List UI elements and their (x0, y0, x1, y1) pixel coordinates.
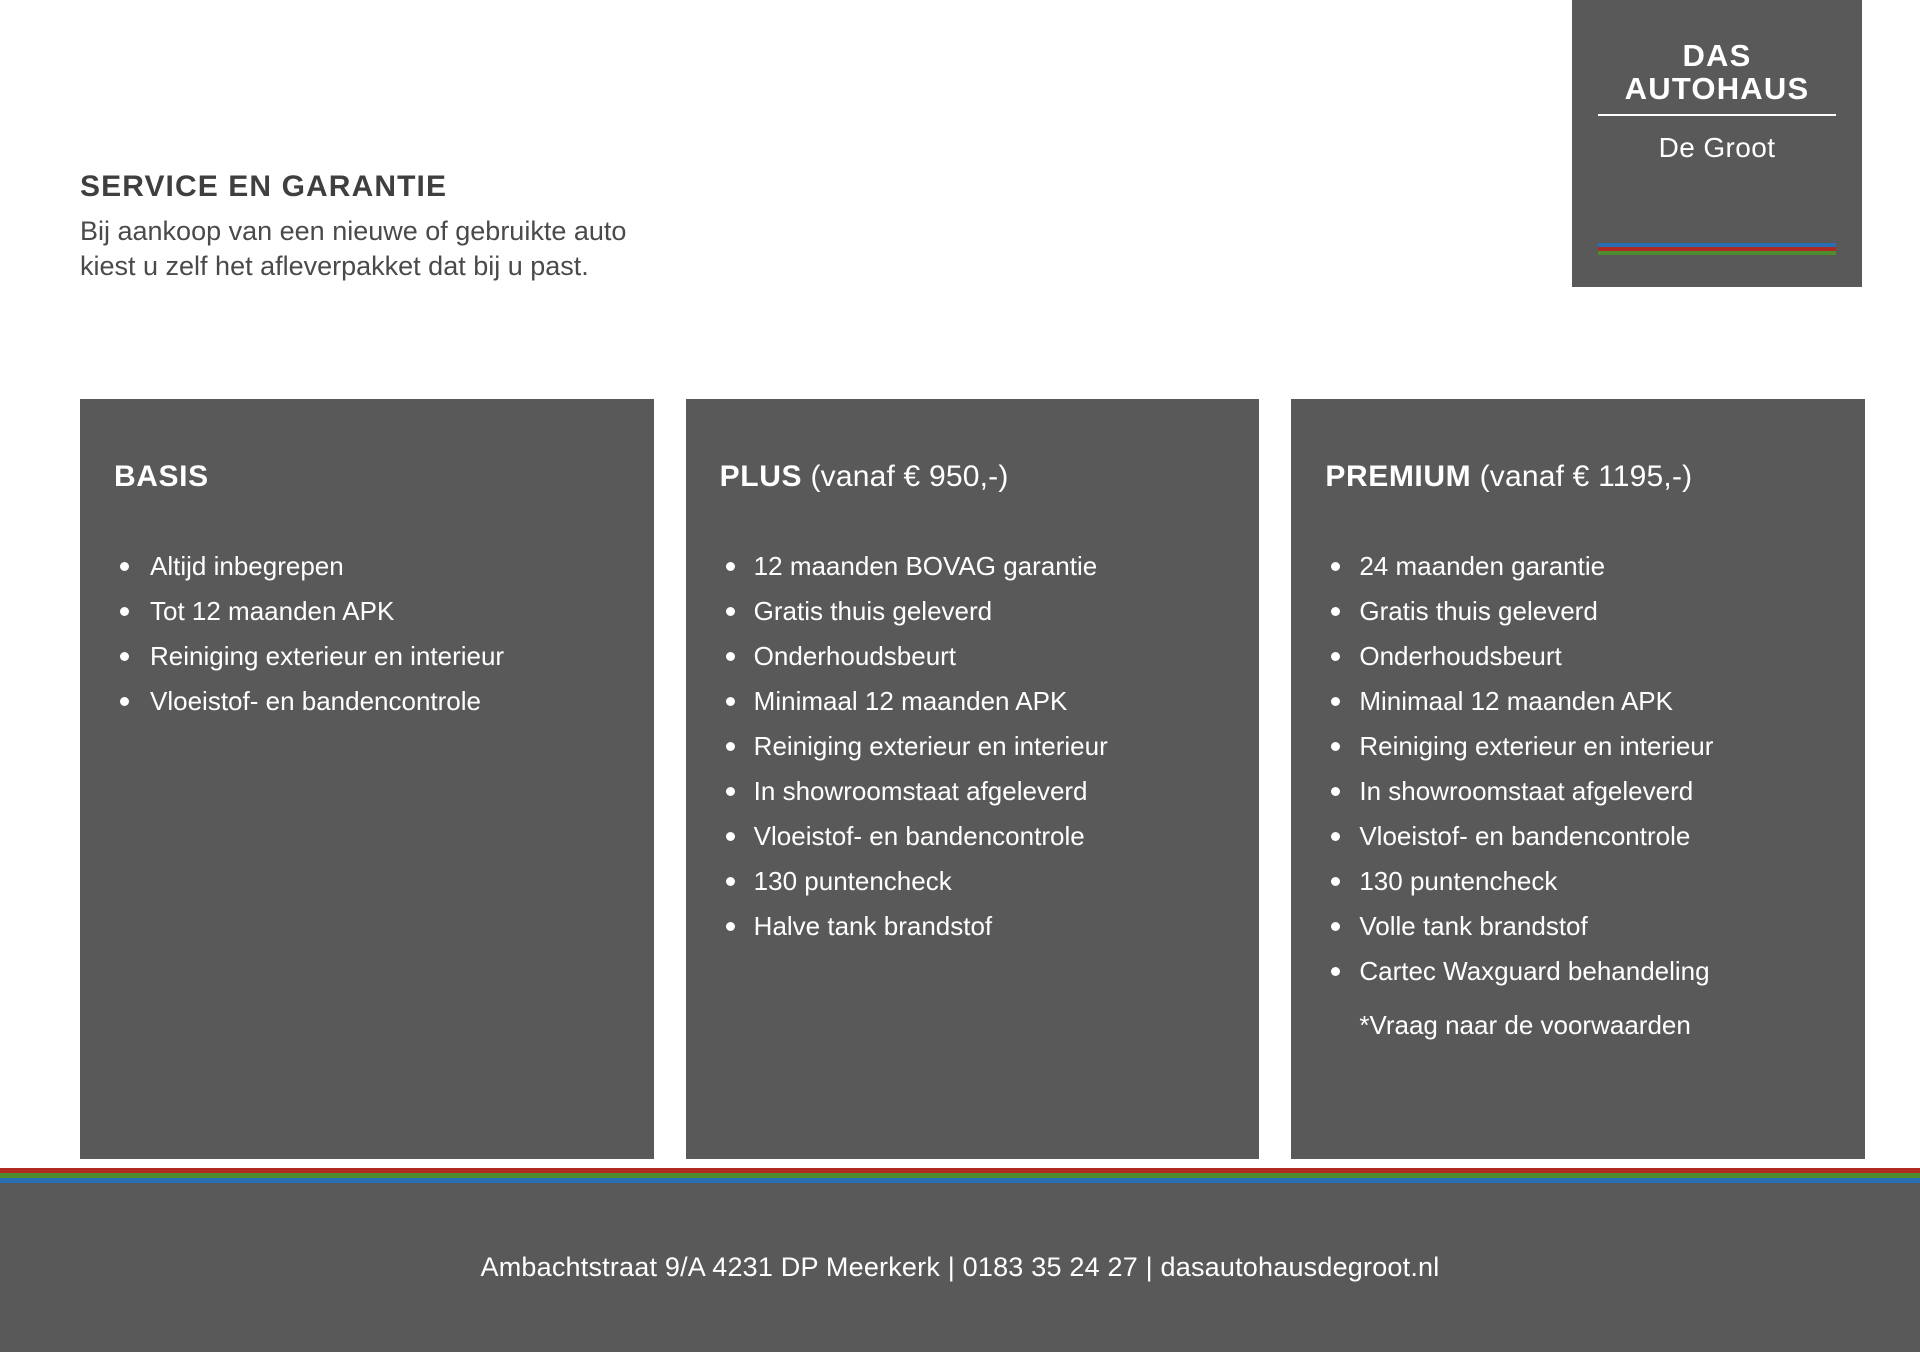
list-item: 130 puntencheck (720, 868, 1226, 894)
page-subtitle-line-1: Bij aankoop van een nieuwe of gebruikte auto (80, 216, 627, 246)
list-item: Onderhoudsbeurt (1325, 643, 1831, 669)
list-item: Gratis thuis geleverd (720, 598, 1226, 624)
footer-bar (0, 1183, 1920, 1352)
list-item: Reiniging exterieur en interieur (1325, 733, 1831, 759)
package-feature-list-basis (114, 553, 620, 714)
package-card-premium (1291, 399, 1865, 1159)
list-item: In showroomstaat afgeleverd (1325, 778, 1831, 804)
list-item: Vloeistof- en bandencontrole (114, 688, 620, 714)
list-item: Minimaal 12 maanden APK (1325, 688, 1831, 714)
package-price-premium: (vanaf € 1195,-) (1479, 460, 1693, 493)
list-item: Cartec Waxguard behandeling (1325, 958, 1831, 984)
page-subtitle (80, 214, 1180, 283)
list-item: Reiniging exterieur en interieur (114, 643, 620, 669)
package-title-plus (720, 459, 1226, 495)
footer-contact-text: Ambachtstraat 9/A 4231 DP Meerkerk | 0183 35 24 27 | dasautohausdegroot.nl (480, 1252, 1440, 1282)
logo-company-name: DAS AUTOHAUS (1598, 40, 1836, 116)
package-card-basis (80, 399, 654, 1159)
list-item: 24 maanden garantie (1325, 553, 1831, 579)
logo-company-subtitle: De Groot (1658, 132, 1776, 164)
list-item: Tot 12 maanden APK (114, 598, 620, 624)
list-item: In showroomstaat afgeleverd (720, 778, 1226, 804)
logo-accent-stripes (1598, 243, 1836, 255)
package-card-plus (686, 399, 1260, 1159)
page-heading (80, 170, 1180, 283)
package-columns (80, 399, 1865, 1159)
list-item: Gratis thuis geleverd (1325, 598, 1831, 624)
package-title-premium (1325, 459, 1831, 495)
page-title: SERVICE EN GARANTIE (80, 170, 448, 203)
list-item: Onderhoudsbeurt (720, 643, 1226, 669)
package-name-premium: PREMIUM (1325, 460, 1472, 493)
page-subtitle-line-2: kiest u zelf het afleverpakket dat bij u past. (80, 250, 589, 281)
package-feature-list-premium (1325, 553, 1831, 984)
list-item: Vloeistof- en bandencontrole (720, 823, 1226, 849)
package-title-basis (114, 459, 620, 495)
list-item: 130 puntencheck (1325, 868, 1831, 894)
list-item: Reiniging exterieur en interieur (720, 733, 1226, 759)
stripe-green-icon (1598, 251, 1836, 255)
package-name-basis: BASIS (114, 460, 209, 493)
package-price-plus: (vanaf € 950,-) (810, 460, 1009, 493)
list-item: 12 maanden BOVAG garantie (720, 553, 1226, 579)
package-name-plus: PLUS (719, 460, 803, 493)
company-logo-block (1572, 0, 1862, 287)
package-footnote-premium: *Vraag naar de voorwaarden (1359, 1010, 1691, 1040)
list-item: Volle tank brandstof (1325, 913, 1831, 939)
package-feature-list-plus (720, 553, 1226, 939)
list-item: Vloeistof- en bandencontrole (1325, 823, 1831, 849)
list-item: Altijd inbegrepen (114, 553, 620, 579)
list-item: Minimaal 12 maanden APK (720, 688, 1226, 714)
footer-accent-stripes (0, 1168, 1920, 1183)
list-item: Halve tank brandstof (720, 913, 1226, 939)
